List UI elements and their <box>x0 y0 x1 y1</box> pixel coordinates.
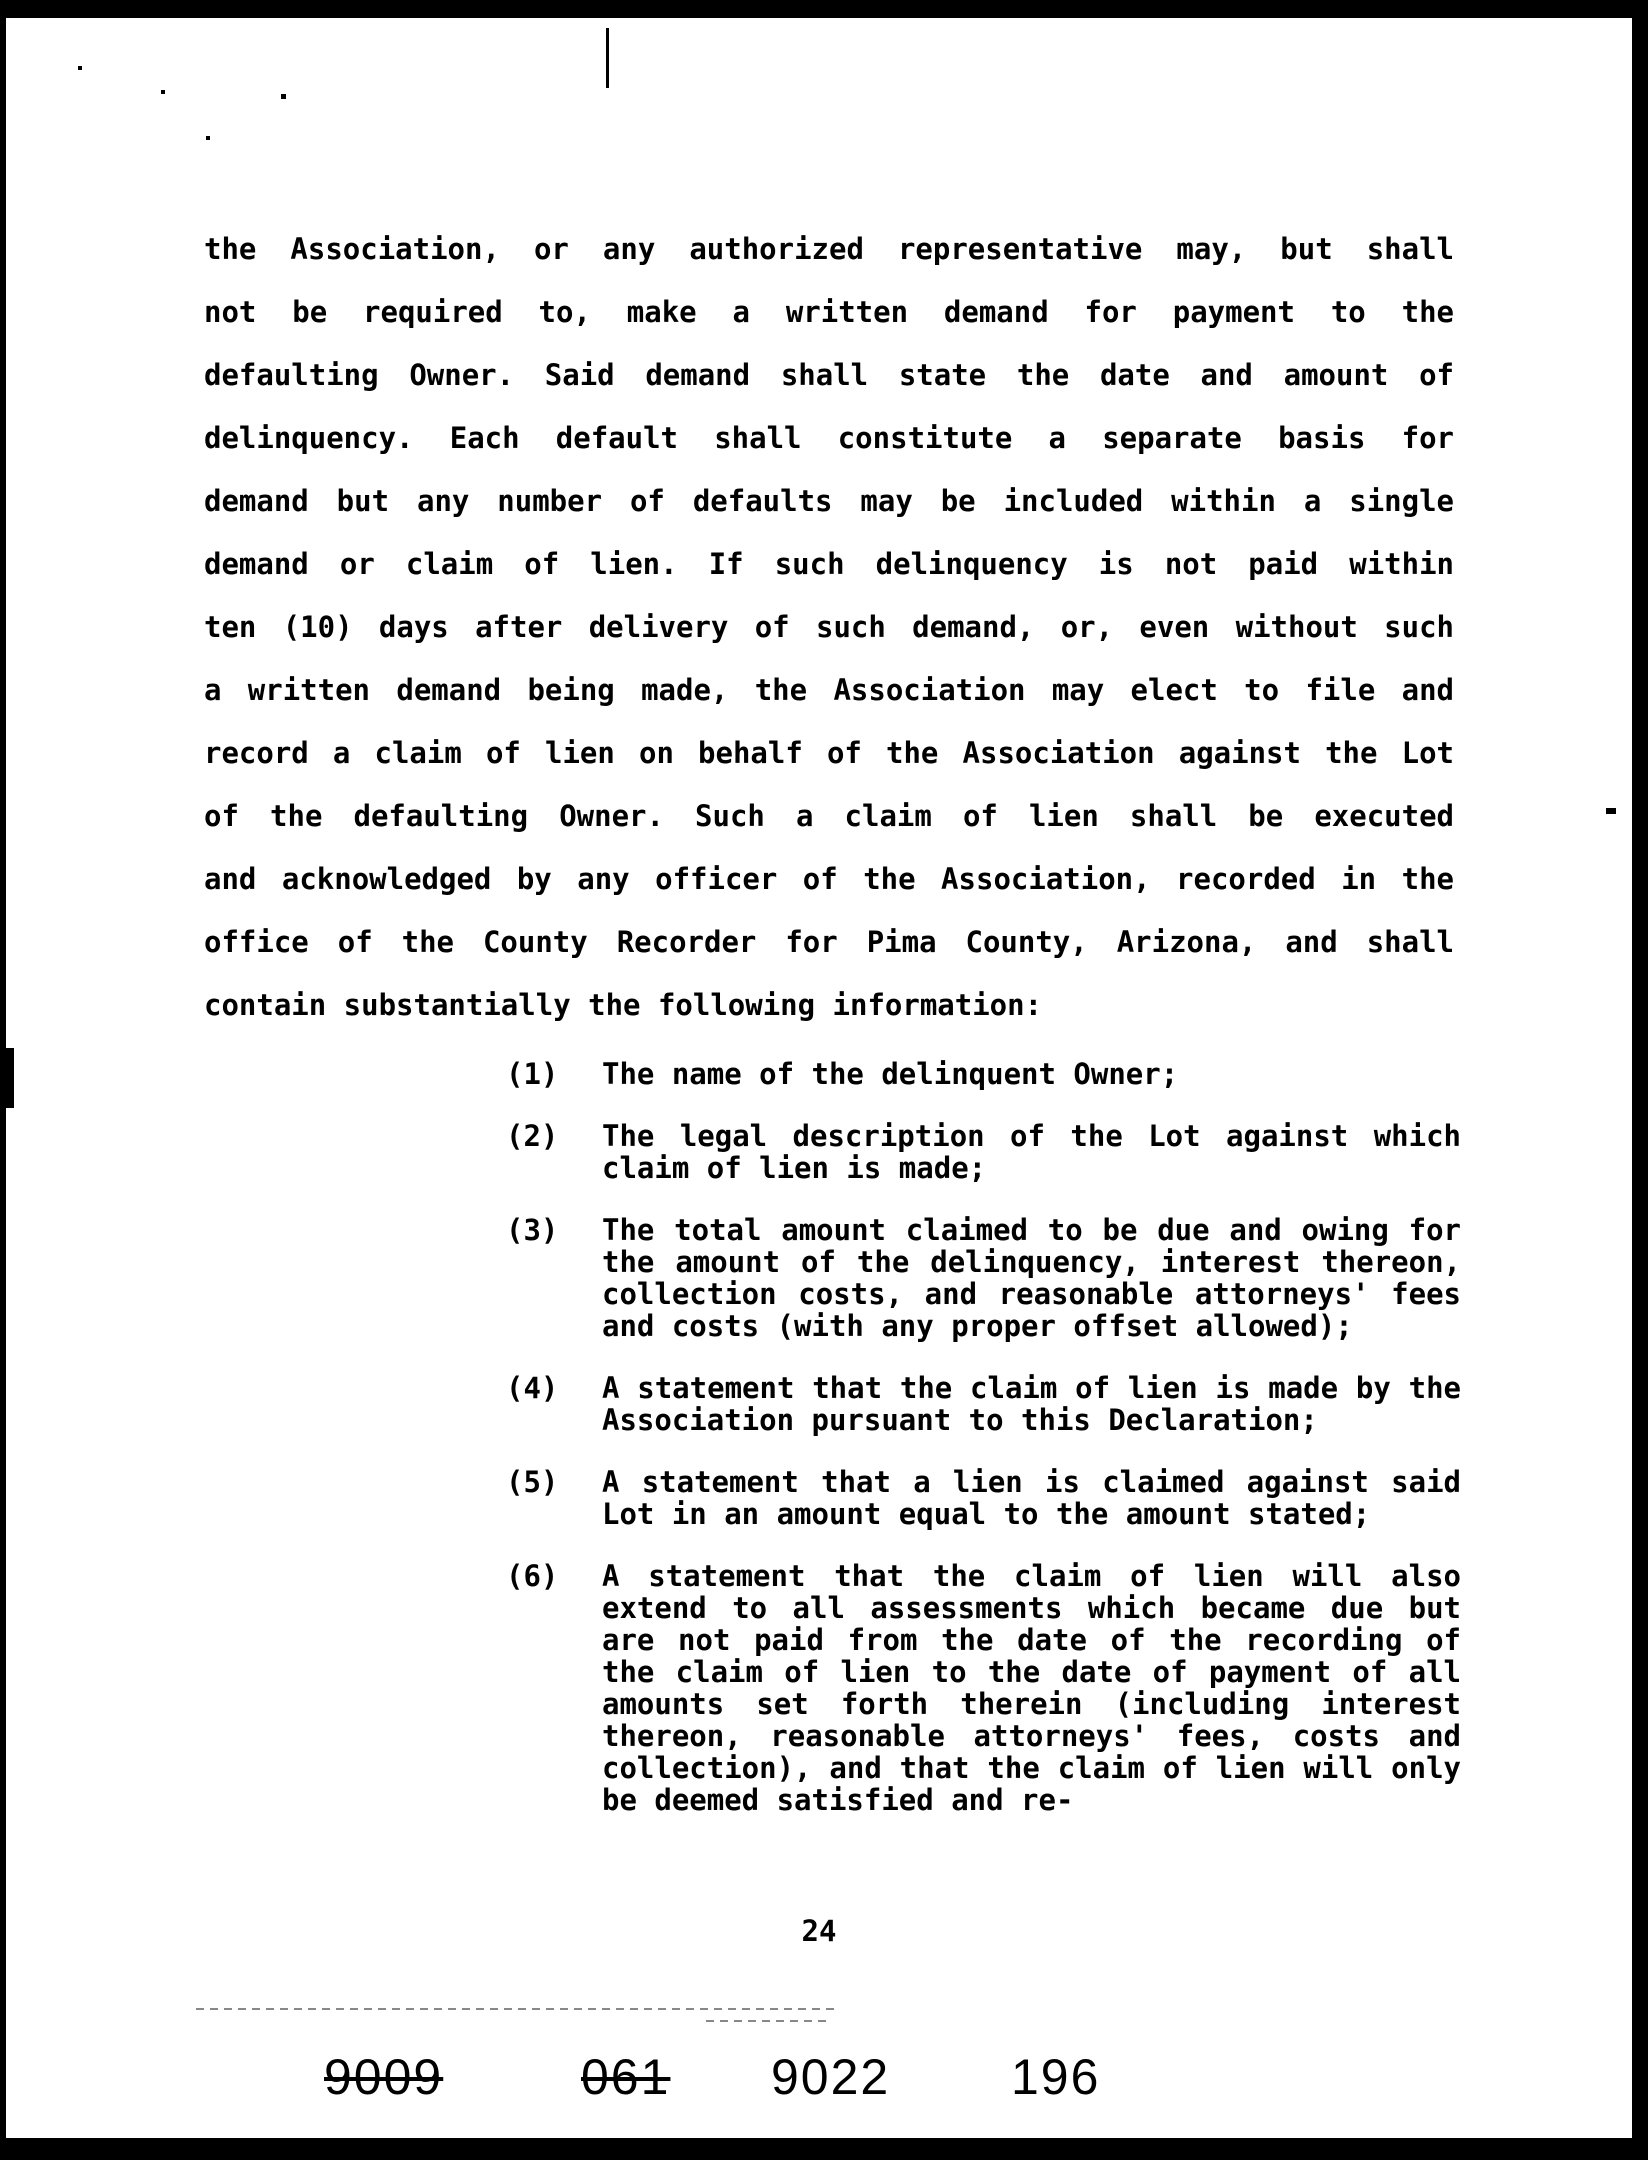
scan-speck <box>206 136 210 140</box>
scan-border-bottom <box>0 2138 1648 2160</box>
recording-page-number: 196 <box>1011 2049 1101 2105</box>
item-number: (2) <box>506 1119 559 1153</box>
struck-recording-number: 061 <box>581 2049 671 2105</box>
paragraph-line: office of the County Recorder for Pima County, Arizona, and shall <box>204 925 1454 959</box>
list-item <box>506 1372 1461 1436</box>
scan-speck <box>1606 808 1616 814</box>
item-number: (3) <box>506 1213 559 1247</box>
list-item <box>506 1058 1461 1090</box>
paragraph-line: contain substantially the following information: <box>204 988 1043 1022</box>
item-text: A statement that a lien is claimed against said Lot in an amount equal to the amount stated; <box>602 1465 1461 1531</box>
item-text: The name of the delinquent Owner; <box>602 1057 1179 1091</box>
item-number: (4) <box>506 1371 559 1405</box>
item-number: (6) <box>506 1559 559 1593</box>
item-number: (1) <box>506 1057 559 1091</box>
item-text: A statement that the claim of lien will also extend to all assessments which became due but are not paid from the date of the recording of the claim of lien to the date of payment of all amounts set forth therein (including interest thereon, reasonable attorneys' fees, costs and collection), and that the claim of lien will only be deemed satisfied and re- <box>602 1559 1461 1817</box>
document-page <box>6 18 1632 2140</box>
information-list <box>506 1058 1461 1846</box>
paragraph-line: not be required to, make a written demand for payment to the <box>204 295 1454 329</box>
item-text: A statement that the claim of lien is made by the Association pursuant to this Declaration; <box>602 1371 1461 1437</box>
item-text: The legal description of the Lot against which claim of lien is made; <box>602 1119 1461 1185</box>
list-item <box>506 1466 1461 1530</box>
scan-streak <box>6 1048 14 1108</box>
paragraph-line: of the defaulting Owner. Such a claim of lien shall be executed <box>204 799 1454 833</box>
list-item <box>506 1120 1461 1184</box>
struck-recording-number: 9009 <box>324 2049 444 2105</box>
scan-artifact-line <box>196 2008 836 2010</box>
list-item <box>506 1214 1461 1342</box>
paragraph-line: and acknowledged by any officer of the Association, recorded in the <box>204 862 1454 896</box>
paragraph-line: defaulting Owner. Said demand shall state the date and amount of <box>204 358 1454 392</box>
paragraph-line: ten (10) days after delivery of such demand, or, even without such <box>204 610 1454 644</box>
paragraph-line: delinquency. Each default shall constitute a separate basis for <box>204 421 1454 455</box>
scan-artifact-line <box>706 2020 826 2022</box>
paragraph-line: demand or claim of lien. If such delinquency is not paid within <box>204 547 1454 581</box>
list-item <box>506 1560 1461 1816</box>
scan-streak <box>606 28 609 88</box>
paragraph-line: the Association, or any authorized representative may, but shall <box>204 232 1454 266</box>
item-number: (5) <box>506 1465 559 1499</box>
scan-speck <box>78 66 82 70</box>
page-number: 24 <box>801 1914 837 1948</box>
body-paragraph <box>204 218 1454 1037</box>
paragraph-line: a written demand being made, the Association may elect to file and <box>204 673 1454 707</box>
docket-number: 9022 <box>771 2049 891 2105</box>
paragraph-line: record a claim of lien on behalf of the Association against the Lot <box>204 736 1454 770</box>
item-text: The total amount claimed to be due and owing for the amount of the delinquency, interest thereon, collection costs, and reasonable attorneys' fees and costs (with any proper offset allowed); <box>602 1213 1461 1343</box>
scan-speck <box>161 90 165 94</box>
paragraph-line: demand but any number of defaults may be included within a single <box>204 484 1454 518</box>
scan-speck <box>281 94 286 99</box>
